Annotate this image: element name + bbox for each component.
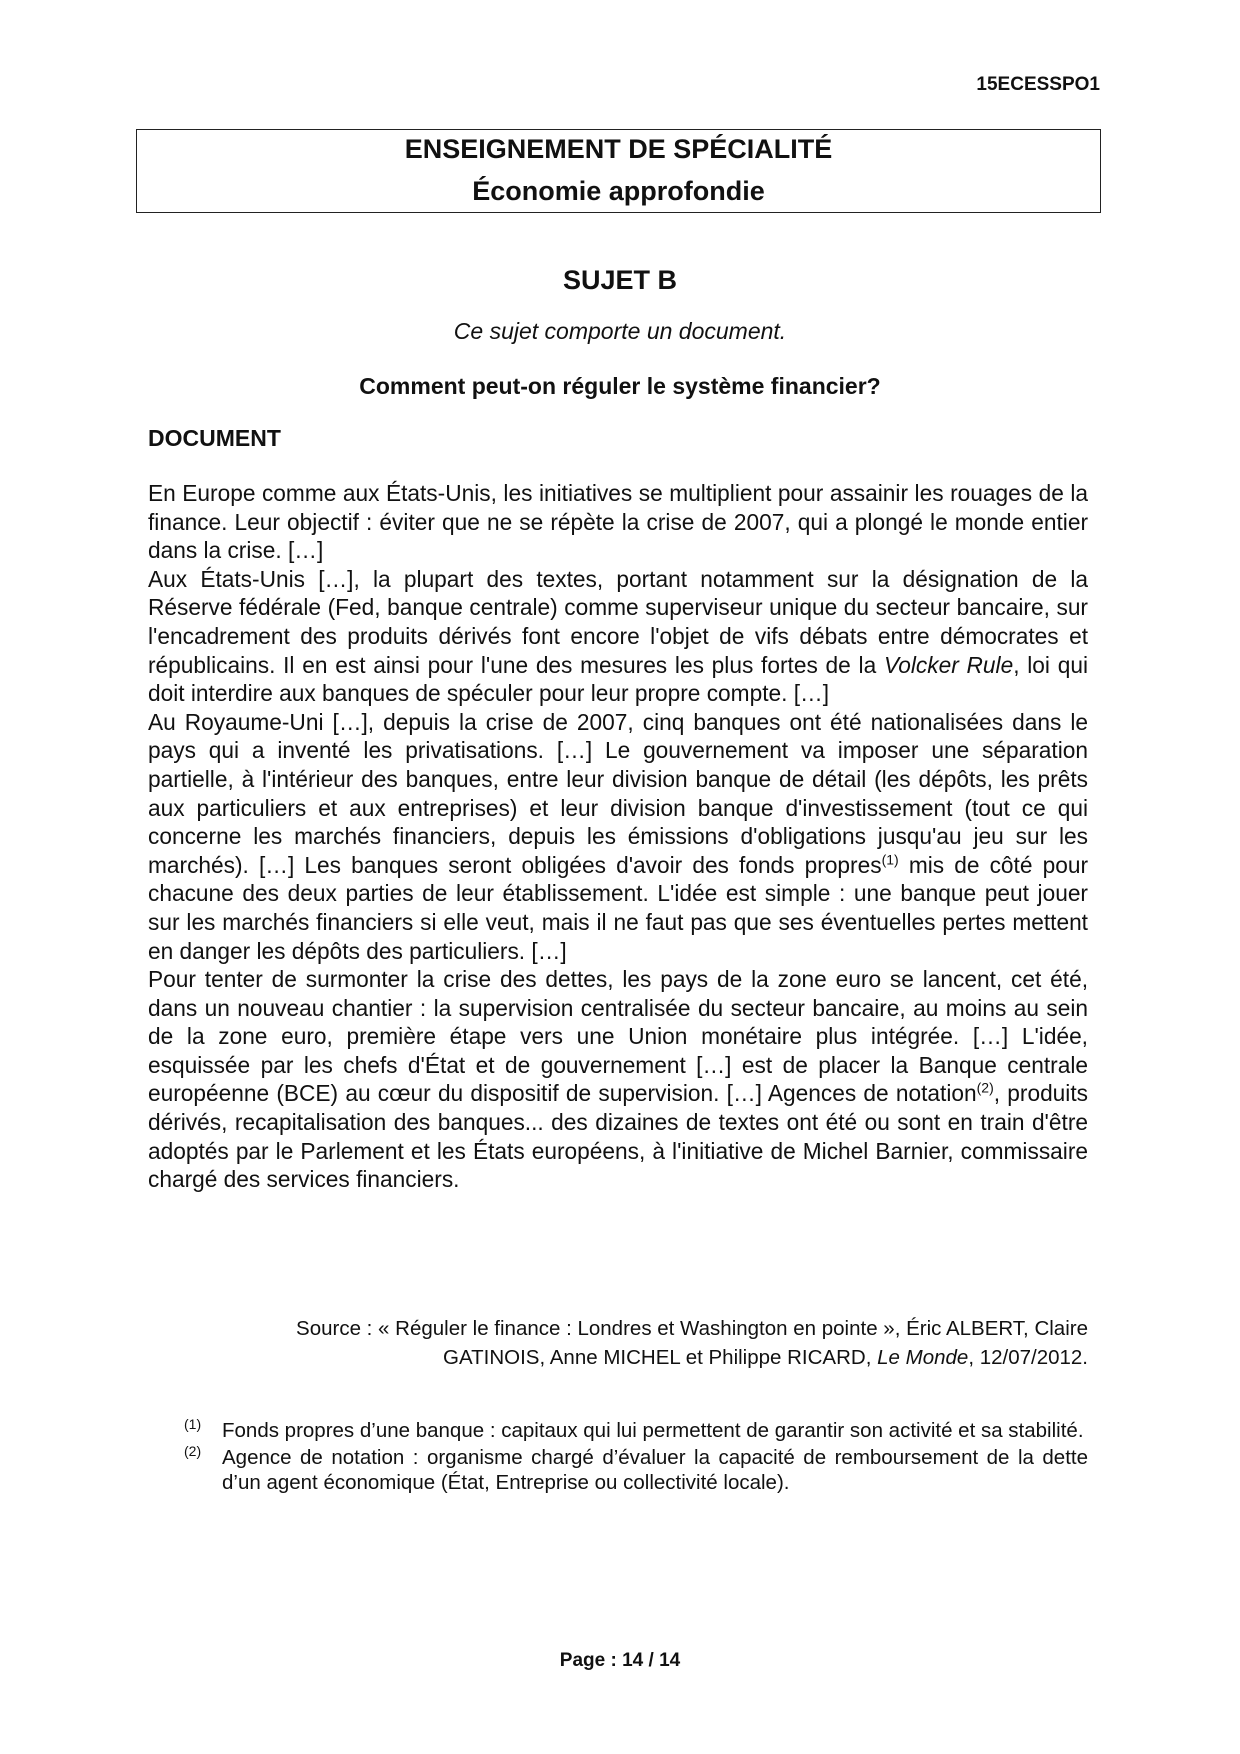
document-body <box>148 479 1088 1194</box>
paragraph-uk <box>148 708 1088 965</box>
paragraph-uk-text-a: Au Royaume-Uni […], depuis la crise de 2007, cinq banques ont été nationalisées dans le pays qui a inventé les privatisations. […] Le gouvernement va imposer une séparation partielle, à l'intérieur des banques, entre leur division banque de détail (les dépôts, les prêts aux particuliers et aux entreprises) et leur division banque d'investissement (tout ce qui concerne les marchés financiers, depuis les émissions d'obligations jusqu'au jeu sur les marchés). […] Les banques seront obligées d'avoir des fonds propres <box>148 708 1088 878</box>
paragraph-eurozone <box>148 965 1088 1194</box>
page-number: Page : 14 / 14 <box>559 1650 681 1671</box>
title-specialty: ENSEIGNEMENT DE SPÉCIALITÉ <box>404 134 833 164</box>
title-box <box>136 129 1101 213</box>
subject-label: SUJET B <box>562 265 678 295</box>
subject-note: Ce sujet comporte un document. <box>453 318 787 344</box>
exam-code: 15ECESSPO1 <box>976 74 1100 95</box>
paragraph-eurozone-text-a: Pour tenter de surmonter la crise des dettes, les pays de la zone euro se lancent, cet été, dans un nouveau chantier : la supervision centralisée du secteur bancaire, au moins au sein de la zone euro, première étape vers une Union monétaire plus intégrée. […] L'idée, esquissée par les chefs d'État et de gouvernement […] est de placer la Banque centrale européenne (BCE) au cœur du dispositif de supervision. […] Agences de notation <box>148 966 1088 1107</box>
footnote-number: (2) <box>184 1443 202 1459</box>
footnote-text: Agence de notation : organisme chargé d’évaluer la capacité de remboursement de la dette d’un agent économique (État, Entreprise ou collectivité locale). <box>222 1446 1088 1494</box>
source-citation <box>148 1314 1088 1372</box>
paragraph-usa-text-b: , loi qui doit interdire aux banques de spéculer pour leur propre compte. […] <box>148 651 1088 707</box>
source-line-2 <box>148 1343 1088 1372</box>
footnote-1 <box>182 1418 1088 1443</box>
footnote-text: Fonds propres d’une banque : capitaux qui lui permettent de garantir son activité et sa stabilité. <box>222 1419 1084 1442</box>
volcker-rule-italic: Volcker Rule <box>883 651 1014 678</box>
document-heading: DOCUMENT <box>148 425 281 451</box>
source-newspaper: Le Monde <box>877 1346 969 1369</box>
footnote-number: (1) <box>184 1416 202 1432</box>
title-subject: Économie approfondie <box>472 176 765 206</box>
footnote-ref-1: (1) <box>881 851 899 868</box>
source-authors: GATINOIS, Anne MICHEL et Philippe RICARD, <box>443 1346 878 1369</box>
footnote-ref-2: (2) <box>976 1079 994 1096</box>
paragraph-usa-text-a: Aux États-Unis […], la plupart des textes, portant notamment sur la désignation de la Réserve fédérale (Fed, banque centrale) comme superviseur unique du secteur bancaire, sur l'encadrement des produits dérivés font encore l'objet de vifs débats entre démocrates et républicains. Il en est ainsi pour l'une des mesures les plus fortes de la <box>148 565 1088 678</box>
paragraph-eurozone-text-b: , produits dérivés, recapitalisation des banques... des dizaines de textes ont été ou sont en train d'être adoptés par le Parlement et les États européens, à l'initiative de Michel Barnier, commissaire chargé des services financiers. <box>148 1080 1088 1193</box>
source-line-1: Source : « Réguler le finance : Londres et Washington en pointe », Éric ALBERT, Claire <box>296 1317 1088 1340</box>
footnote-2 <box>182 1445 1088 1495</box>
footnotes <box>182 1418 1088 1497</box>
paragraph-europe: En Europe comme aux États-Unis, les initiatives se multiplient pour assainir les rouages de la finance. Leur objectif : éviter que ne se répète la crise de 2007, qui a plongé le monde entier dans la crise. […] <box>148 480 1088 564</box>
paragraph-usa <box>148 565 1088 708</box>
subject-question: Comment peut-on réguler le système financier? <box>359 373 881 399</box>
paragraph-uk-text-b: mis de côté pour chacune des deux parties de leur établissement. L'idée est simple : une banque peut jouer sur les marchés financiers si elle veut, mais il ne faut pas que ses éventuelles pertes mettent en danger les dépôts des particuliers. […] <box>148 851 1088 964</box>
source-date: , 12/07/2012. <box>968 1346 1088 1369</box>
